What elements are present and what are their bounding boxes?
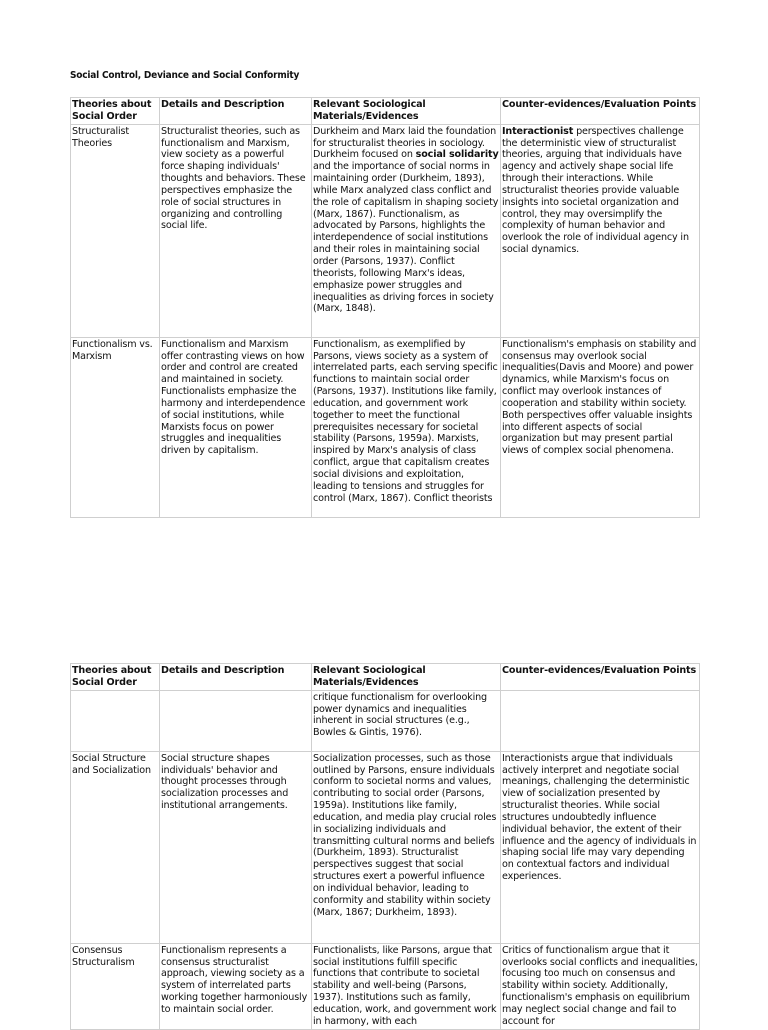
theories-table-page-1: [70, 97, 700, 518]
header-details: Details and Description: [160, 664, 312, 691]
evidence-cell: Functionalism, as exemplified by Parsons, views society as a system of interrelated parts, each serving specific functions to maintain social order (Parsons, 1937). Institutions like family, education, and government work together to meet the functional prerequisites necessary for societal stability (Parsons, 1959a). Marxists, inspired by Marx's analysis of class conflict, argue that capitalism creates social divisions and exploitation, leading to tensions and struggles for control (Marx, 1867). Conflict theorists: [312, 337, 501, 517]
header-counter: Counter-evidences/Evaluation Points: [501, 98, 700, 125]
evidence-cell: Socialization processes, such as those outlined by Parsons, ensure individuals conform to societal norms and values, contributing to social order (Parsons, 1959a). Institutions like family, education, and media play crucial roles in socializing individuals and transmitting cultural norms and beliefs (Durkheim, 1893). Structuralist perspectives suggest that social structures exert a powerful influence on individual behavior, leading to conformity and stability within society (Marx, 1867; Durkheim, 1893).: [312, 751, 501, 943]
evidence-bold-term: social solidarity: [415, 149, 499, 161]
counter-cell: Interactionists argue that individuals actively interpret and negotiate social meanings, challenging the deterministic view of socialization presented by structuralist theories. While social structures undoubtedly influence individual behavior, the extent of their influence and the agency of individuals in shaping social life may vary depending on contextual factors and individual experiences.: [501, 751, 700, 943]
details-cell: Functionalism and Marxism offer contrasting views on how order and control are created and maintained in society. Functionalists emphasize the harmony and interdependence of social institutions, while Marxists focus on power struggles and inequalities driven by capitalism.: [160, 337, 312, 517]
table-header-row: [71, 98, 700, 125]
theory-cell: Social Structure and Socialization: [71, 751, 160, 943]
table-row: [71, 124, 700, 337]
header-evidence: Relevant Sociological Materials/Evidences: [312, 98, 501, 125]
document-title: Social Control, Deviance and Social Conformity: [70, 70, 300, 81]
table-row: [71, 690, 700, 751]
details-cell: Functionalism represents a consensus structuralist approach, viewing society as a system of interrelated parts working together harmoniously to maintain social order.: [160, 943, 312, 1029]
counter-bold-term: Interactionist: [502, 125, 574, 137]
header-counter: Counter-evidences/Evaluation Points: [501, 664, 700, 691]
header-details: Details and Description: [160, 98, 312, 125]
theory-cell: Consensus Structuralism: [71, 943, 160, 1029]
table-row: [71, 943, 700, 1029]
theories-table-page-2: [70, 663, 700, 1030]
table-row: [71, 337, 700, 517]
theory-cell: Structuralist Theories: [71, 124, 160, 337]
table-header-row: [71, 664, 700, 691]
table-row: [71, 751, 700, 943]
header-theories: Theories about Social Order: [71, 98, 160, 125]
details-cell: Structuralist theories, such as functionalism and Marxism, view society as a powerful force shaping individuals' thoughts and behaviors. These perspectives emphasize the role of social structures in organizing and controlling social life.: [160, 124, 312, 337]
counter-text: perspectives challenge the deterministic view of structuralist theories, arguing that individuals have agency and actively shape social life through their interactions. While structuralist theories provide valuable insights into societal organization and control, they may oversimplify the complexity of human behavior and overlook the role of individual agency in social dynamics.: [502, 125, 689, 256]
counter-cell: [501, 124, 700, 337]
evidence-cell: Functionalists, like Parsons, argue that social institutions fulfill specific functions that contribute to societal stability and well-being (Parsons, 1937). Institutions such as family, education, work, and government work in harmony, with each: [312, 943, 501, 1029]
details-cell-empty: [160, 690, 312, 751]
evidence-cell: critique functionalism for overlooking power dynamics and inequalities inherent in social structures (e.g., Bowles & Gintis, 1976).: [312, 690, 501, 751]
details-cell: Social structure shapes individuals' behavior and thought processes through socialization processes and institutional arrangements.: [160, 751, 312, 943]
evidence-text: Durkheim and Marx laid the foundation for structuralist theories in sociology. Durkheim focused on: [313, 125, 497, 161]
theory-cell-empty: [71, 690, 160, 751]
header-evidence: Relevant Sociological Materials/Evidences: [312, 664, 501, 691]
counter-cell: Functionalism's emphasis on stability and consensus may overlook social inequalities(Davis and Moore) and power dynamics, while Marxism's focus on conflict may overlook instances of cooperation and stability within society. Both perspectives offer valuable insights into different aspects of social organization but may present partial views of complex social phenomena.: [501, 337, 700, 517]
theory-cell: Functionalism vs. Marxism: [71, 337, 160, 517]
evidence-text-cont: and the importance of social norms in maintaining order (Durkheim, 1893), while Marx analyzed class conflict and the role of capitalism in shaping society (Marx, 1867). Functionalism, as advocated by Parsons, highlights the interdependence of social institutions and their roles in maintaining social order (Parsons, 1937). Conflict theorists, following Marx's ideas, emphasize power struggles and inequalities as driving forces in society (Marx, 1848).: [313, 161, 499, 315]
evidence-cell: [312, 124, 501, 337]
counter-cell-empty: [501, 690, 700, 751]
counter-cell: Critics of functionalism argue that it overlooks social conflicts and inequalities, focusing too much on consensus and stability within society. Additionally, functionalism's emphasis on equilibrium may neglect social change and fail to account for: [501, 943, 700, 1029]
header-theories: Theories about Social Order: [71, 664, 160, 691]
